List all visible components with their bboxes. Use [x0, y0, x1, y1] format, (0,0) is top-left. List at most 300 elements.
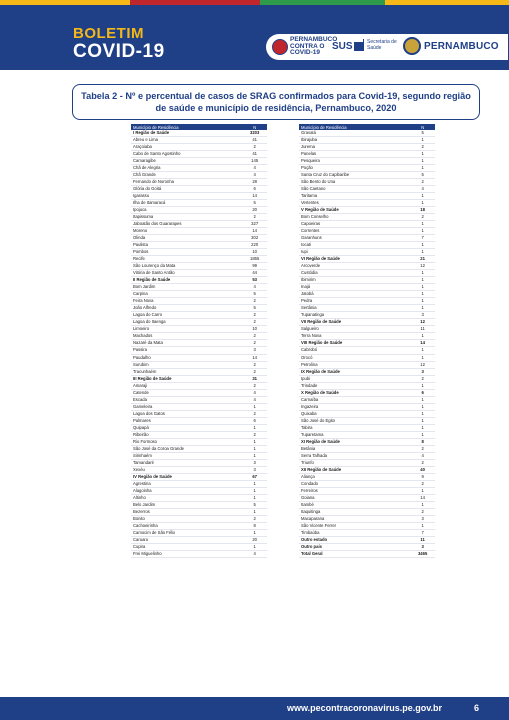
table-row [131, 193, 267, 200]
municipio-cell: Itaquitinga [299, 508, 410, 515]
count-cell: 1 [410, 158, 435, 165]
count-cell: 4 [242, 550, 267, 557]
table-row [131, 480, 267, 487]
municipio-cell: Lagoa do Itaenga [131, 319, 242, 326]
table-row [299, 270, 435, 277]
municipio-cell: Amaraji [131, 382, 242, 389]
count-cell: 2 [410, 508, 435, 515]
table-row [131, 256, 267, 263]
count-cell: 21 [410, 256, 435, 263]
region-row [299, 368, 435, 375]
count-cell: 3 [410, 543, 435, 550]
municipio-cell: Correntes [299, 228, 410, 235]
table-row [299, 417, 435, 424]
count-cell: 5 [410, 172, 435, 179]
count-cell: 67 [242, 473, 267, 480]
count-cell: 5 [242, 305, 267, 312]
municipio-cell: Machados [131, 333, 242, 340]
table-row [131, 494, 267, 501]
table-row [131, 550, 267, 557]
municipio-cell: Salgueiro [299, 326, 410, 333]
table-row [131, 466, 267, 473]
municipio-cell: Tabira [299, 424, 410, 431]
contra-covid-logo-text: PERNAMBUCO CONTRA O COVID-19 [290, 36, 338, 57]
count-cell: 2 [242, 214, 267, 221]
count-cell: 14 [242, 193, 267, 200]
secretaria-saude-logo: Secretaria de Saúde [363, 39, 399, 51]
municipio-cell: Carnaíba [299, 396, 410, 403]
municipio-cell: Tupanatinga [299, 312, 410, 319]
virus-icon [272, 39, 288, 55]
region-row [299, 438, 435, 445]
municipio-cell: Nazaré da Mata [131, 340, 242, 347]
table-row [131, 305, 267, 312]
table-row [299, 235, 435, 242]
table-row [131, 214, 267, 221]
table-row [299, 487, 435, 494]
table-row [131, 501, 267, 508]
table-row [131, 158, 267, 165]
cases-table-right [299, 124, 435, 558]
table-row [299, 431, 435, 438]
municipio-cell: Xexéu [131, 466, 242, 473]
count-cell: 4 [410, 186, 435, 193]
page-number: 6 [474, 703, 480, 713]
count-cell: 31 [242, 375, 267, 382]
table-row [299, 137, 435, 144]
table-row [131, 347, 267, 354]
footer-url-link[interactable]: www.pecontracoronavirus.pe.gov.br [287, 703, 443, 713]
municipio-cell: Custódia [299, 270, 410, 277]
count-cell: 7 [410, 235, 435, 242]
municipio-cell: Ibirajuba [299, 137, 410, 144]
municipio-cell: Inajá [299, 284, 410, 291]
table-row [131, 235, 267, 242]
table-row [131, 151, 267, 158]
count-cell: 8 [242, 522, 267, 529]
municipio-cell: Itapissuma [131, 214, 242, 221]
count-cell: 145 [242, 158, 267, 165]
count-cell: 40 [410, 466, 435, 473]
municipio-cell: VIII Região de Saúde [299, 340, 410, 347]
count-cell: 1855 [242, 256, 267, 263]
table-row [299, 424, 435, 431]
count-cell: 2 [410, 144, 435, 151]
count-cell: 1 [410, 396, 435, 403]
municipio-cell: Capoeiras [299, 221, 410, 228]
count-cell: 4 [410, 452, 435, 459]
table-row [131, 536, 267, 543]
count-cell: 2 [410, 214, 435, 221]
table-row [131, 186, 267, 193]
table-row [299, 347, 435, 354]
count-cell: 1 [242, 424, 267, 431]
table-row [131, 263, 267, 270]
municipio-cell: Paudalho [131, 354, 242, 361]
municipio-cell: Abreu e Lima [131, 137, 242, 144]
municipio-cell: São Bento do Una [299, 179, 410, 186]
table-row [299, 459, 435, 466]
municipio-cell: Vertentes [299, 200, 410, 207]
municipio-cell: Limoeiro [131, 326, 242, 333]
municipio-cell: Bonito [131, 515, 242, 522]
municipio-cell: Bezerros [131, 508, 242, 515]
count-cell: 14 [242, 228, 267, 235]
municipio-cell: São José da Coroa Grande [131, 445, 242, 452]
count-cell: 3 [242, 347, 267, 354]
municipio-cell: Tracunhaém [131, 368, 242, 375]
municipio-cell: Gameleira [131, 403, 242, 410]
count-cell: 1 [410, 431, 435, 438]
municipio-cell: Ingazeira [299, 403, 410, 410]
count-cell: 12 [410, 361, 435, 368]
count-cell: 1 [410, 151, 435, 158]
count-cell: 1 [410, 228, 435, 235]
municipio-cell: Belo Jardim [131, 501, 242, 508]
count-cell: 2 [410, 445, 435, 452]
municipio-cell: Cachoeirinha [131, 522, 242, 529]
count-cell: 1 [242, 452, 267, 459]
table-row [299, 179, 435, 186]
municipio-cell: Tuparetama [299, 431, 410, 438]
count-cell: 1 [410, 501, 435, 508]
count-cell: 3 [242, 466, 267, 473]
table-row [299, 445, 435, 452]
municipio-cell: XII Região de Saúde [299, 466, 410, 473]
count-cell: 6 [410, 389, 435, 396]
municipio-cell: Sirinhaém [131, 452, 242, 459]
municipio-cell: Ribeirão [131, 431, 242, 438]
count-cell: 1 [410, 417, 435, 424]
count-cell: 2 [242, 144, 267, 151]
municipio-cell: Igarassu [131, 193, 242, 200]
count-cell: 3203 [242, 130, 267, 137]
municipio-cell: João Alfredo [131, 305, 242, 312]
municipio-cell: II Região de Saúde [131, 277, 242, 284]
count-cell: 14 [410, 340, 435, 347]
table-row [299, 480, 435, 487]
municipio-cell: Bom Jardim [131, 284, 242, 291]
municipio-cell: Cabo de Santo Agostinho [131, 151, 242, 158]
count-cell: 1 [410, 305, 435, 312]
count-cell: 9 [410, 473, 435, 480]
municipio-cell: IV Região de Saúde [131, 473, 242, 480]
col-municipio-header: Município de Residência [299, 124, 410, 130]
count-cell: 3 [410, 368, 435, 375]
count-cell: 1 [242, 487, 267, 494]
table-row [131, 396, 267, 403]
municipio-cell: Catende [131, 389, 242, 396]
table-row [299, 200, 435, 207]
municipio-cell: Moreno [131, 228, 242, 235]
table-row [131, 487, 267, 494]
table-row [299, 501, 435, 508]
table-row [131, 172, 267, 179]
municipio-cell: Terra Nova [299, 333, 410, 340]
municipio-cell: São Lourenço da Mata [131, 263, 242, 270]
region-row [299, 543, 435, 550]
count-cell: 41 [242, 137, 267, 144]
count-cell: 20 [242, 536, 267, 543]
region-row [299, 389, 435, 396]
count-cell: 1 [410, 242, 435, 249]
count-cell: 1 [410, 270, 435, 277]
municipio-cell: Glória do Goitá [131, 186, 242, 193]
table-row [131, 445, 267, 452]
count-cell: 5 [242, 501, 267, 508]
table-row [299, 354, 435, 361]
municipio-cell: Sertânia [299, 305, 410, 312]
count-cell: 10 [242, 249, 267, 256]
municipio-cell: Olinda [131, 235, 242, 242]
municipio-cell: Itambé [299, 501, 410, 508]
municipio-cell: Jaboatão dos Guararapes [131, 221, 242, 228]
table-row [299, 221, 435, 228]
table-row [299, 151, 435, 158]
region-row [299, 256, 435, 263]
table-row [131, 137, 267, 144]
count-cell: 2 [242, 431, 267, 438]
municipio-cell: Jatobá [299, 291, 410, 298]
bulletin-title-line1: BOLETIM [73, 25, 144, 42]
count-cell: 7 [410, 529, 435, 536]
count-cell: 14 [242, 354, 267, 361]
table-row [131, 529, 267, 536]
count-cell: 1 [410, 424, 435, 431]
count-cell: 220 [242, 242, 267, 249]
municipio-cell: Condado [299, 480, 410, 487]
count-cell: 1 [410, 221, 435, 228]
table-row [131, 452, 267, 459]
count-cell: 4 [242, 284, 267, 291]
count-cell: 2 [410, 459, 435, 466]
count-cell: 20 [242, 207, 267, 214]
region-row [131, 473, 267, 480]
count-cell: 1 [410, 410, 435, 417]
municipio-cell: V Região de Saúde [299, 207, 410, 214]
municipio-cell: Iocati [299, 242, 410, 249]
municipio-cell: Orocó [299, 354, 410, 361]
count-cell: 2 [242, 298, 267, 305]
municipio-cell: Macaparana [299, 515, 410, 522]
table-row [131, 291, 267, 298]
count-cell: 1 [410, 382, 435, 389]
count-cell: 4 [242, 396, 267, 403]
count-cell: 1 [242, 543, 267, 550]
count-cell: 41 [242, 151, 267, 158]
municipio-cell: Tamandaré [131, 459, 242, 466]
count-cell: 5 [242, 200, 267, 207]
count-cell: 1 [242, 480, 267, 487]
pernambuco-logo [403, 37, 499, 55]
count-cell: 2 [242, 410, 267, 417]
col-n-header: N [410, 124, 435, 130]
count-cell: 4 [242, 172, 267, 179]
municipio-cell: Ipubi [299, 375, 410, 382]
count-cell: 2 [242, 340, 267, 347]
municipio-cell: Cupira [131, 543, 242, 550]
municipio-cell: VII Região de Saúde [299, 319, 410, 326]
municipio-cell: Pedra [299, 298, 410, 305]
municipio-cell: São Vicente Ferrer [299, 522, 410, 529]
municipio-cell: Panelas [299, 151, 410, 158]
table-row [131, 431, 267, 438]
table-row [131, 515, 267, 522]
footer-bar [0, 697, 509, 720]
municipio-cell: Chã de Alegria [131, 165, 242, 172]
municipio-cell: Camocim de São Félix [131, 529, 242, 536]
municipio-cell: Total Geral [299, 550, 410, 557]
count-cell: 1 [410, 522, 435, 529]
table-row [131, 312, 267, 319]
municipio-cell: Surubim [131, 361, 242, 368]
count-cell: 12 [410, 263, 435, 270]
municipio-cell: Poção [299, 165, 410, 172]
municipio-cell: X Região de Saúde [299, 389, 410, 396]
count-cell: 1 [410, 193, 435, 200]
count-cell: 3 [242, 459, 267, 466]
table-row [299, 228, 435, 235]
municipio-cell: Agrestina [131, 480, 242, 487]
municipio-cell: Passira [131, 347, 242, 354]
table-row [299, 508, 435, 515]
region-row [131, 277, 267, 284]
table-row [299, 410, 435, 417]
table-row [131, 410, 267, 417]
table-row [131, 144, 267, 151]
state-seal-icon [403, 37, 421, 55]
count-cell: 6 [242, 417, 267, 424]
count-cell: 2 [242, 319, 267, 326]
count-cell: 44 [242, 270, 267, 277]
contra-covid-logo [272, 36, 338, 57]
count-cell: 1 [410, 291, 435, 298]
municipio-cell: Arcoverde [299, 263, 410, 270]
table-row [299, 305, 435, 312]
municipio-cell: Outro estado [299, 536, 410, 543]
count-cell: 2 [242, 333, 267, 340]
table-row [299, 291, 435, 298]
region-row [299, 536, 435, 543]
table-row [131, 242, 267, 249]
table-row [131, 438, 267, 445]
region-row [299, 466, 435, 473]
table-row [131, 361, 267, 368]
municipio-cell: São José do Egito [299, 417, 410, 424]
count-cell: 8 [410, 438, 435, 445]
count-cell: 1 [410, 333, 435, 340]
count-cell: 1 [242, 508, 267, 515]
table-row [131, 389, 267, 396]
municipio-cell: Ibimirim [299, 277, 410, 284]
table-row [131, 249, 267, 256]
count-cell: 1 [410, 277, 435, 284]
table-row [299, 158, 435, 165]
municipio-cell: Aliança [299, 473, 410, 480]
table-row [131, 333, 267, 340]
count-cell: 6 [242, 186, 267, 193]
count-cell: 28 [242, 179, 267, 186]
count-cell: 1 [410, 403, 435, 410]
count-cell: 1 [242, 494, 267, 501]
table-row [299, 249, 435, 256]
table-row [131, 417, 267, 424]
table-row [131, 522, 267, 529]
table-row [131, 354, 267, 361]
table-row [299, 494, 435, 501]
table-row [131, 403, 267, 410]
count-cell: 11 [410, 326, 435, 333]
table-title-box [72, 84, 480, 120]
municipio-cell: Betânia [299, 445, 410, 452]
table-row [131, 326, 267, 333]
table-row [131, 340, 267, 347]
municipio-cell: Chã Grande [131, 172, 242, 179]
count-cell: 1 [410, 298, 435, 305]
table-row [299, 165, 435, 172]
municipio-cell: Alagoinha [131, 487, 242, 494]
municipio-cell: Serra Talhada [299, 452, 410, 459]
municipio-cell: Garanhuns [299, 235, 410, 242]
municipio-cell: Araçoiaba [131, 144, 242, 151]
municipio-cell: Palmares [131, 417, 242, 424]
table-row [131, 424, 267, 431]
count-cell: 3 [410, 312, 435, 319]
count-cell: 1 [242, 438, 267, 445]
table-row [131, 543, 267, 550]
table-row [299, 333, 435, 340]
table-row [299, 242, 435, 249]
table-row [131, 165, 267, 172]
table-row [131, 207, 267, 214]
municipio-cell: Outro país [299, 543, 410, 550]
municipio-cell: Paulista [131, 242, 242, 249]
table-row [131, 459, 267, 466]
municipio-cell: Cabrobó [299, 347, 410, 354]
region-row [299, 550, 435, 557]
sus-logo-text: SUS [332, 41, 353, 52]
count-cell: 2 [410, 375, 435, 382]
table-row [299, 284, 435, 291]
municipio-cell: Rio Formoso [131, 438, 242, 445]
count-cell: 11 [410, 536, 435, 543]
table-row [299, 522, 435, 529]
municipio-cell: Ferreiros [299, 487, 410, 494]
municipio-cell: Frei Miguelinho [131, 550, 242, 557]
table-row [299, 326, 435, 333]
table-row [131, 382, 267, 389]
count-cell: 1 [410, 200, 435, 207]
count-cell: 18 [410, 207, 435, 214]
cases-table-left [131, 124, 267, 558]
municipio-cell: Recife [131, 256, 242, 263]
municipio-cell: Timbaúba [299, 529, 410, 536]
table-row [131, 298, 267, 305]
municipio-cell: Ilha de Itamaracá [131, 200, 242, 207]
municipio-cell: Pesqueira [299, 158, 410, 165]
municipio-cell: Petrolina [299, 361, 410, 368]
cross-icon [354, 42, 363, 51]
municipio-cell: IX Região de Saúde [299, 368, 410, 375]
municipio-cell: Pombos [131, 249, 242, 256]
table-row [131, 319, 267, 326]
region-row [131, 375, 267, 382]
municipio-cell: Lagoa dos Gatos [131, 410, 242, 417]
table-row [299, 298, 435, 305]
table-row [299, 396, 435, 403]
municipio-cell: Feira Nova [131, 298, 242, 305]
municipio-cell: Trindade [299, 382, 410, 389]
